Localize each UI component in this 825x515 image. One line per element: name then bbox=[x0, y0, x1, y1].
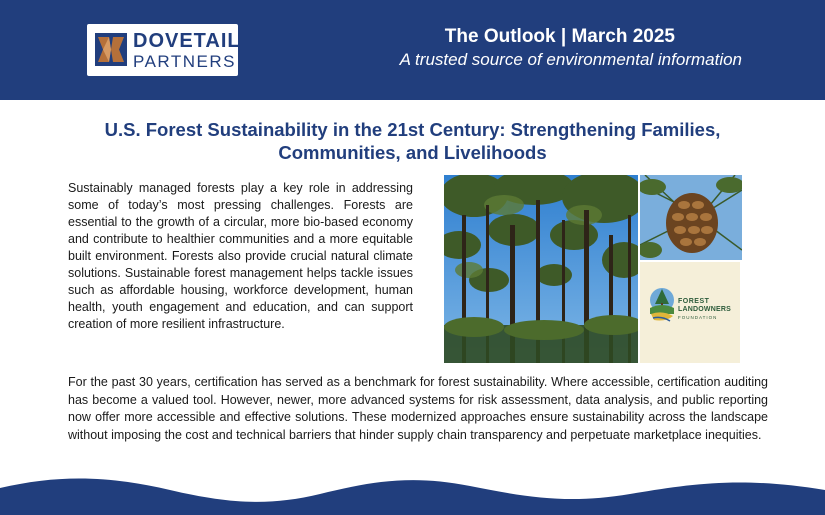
dovetail-logo-icon bbox=[95, 33, 127, 66]
article-paragraph-intro: Sustainably managed forests play a key role in addressing some of today’s most pressing challenges. Forests are essential to the growth of a circular, more bio-based economy and contribute to healthier communities and a more equitable built environment. Forests also provide crucial natural climate solutions. Sustainable forest management helps tackle issues such as affordable housing, workforce development, human health, youth engagement and education, and can support creation of more resilient infrastructure. bbox=[68, 181, 413, 331]
foundation-name-line3: FOUNDATION bbox=[678, 315, 718, 320]
newsletter-title: The Outlook | March 2025 bbox=[444, 26, 675, 47]
footer-wave bbox=[0, 468, 825, 515]
logo-wordmark-top: DOVETAIL bbox=[133, 30, 241, 52]
logo-wordmark-bottom: PARTNERS bbox=[133, 52, 237, 71]
pine-cone-photo bbox=[640, 175, 742, 260]
article-paragraph-certification: For the past 30 years, certification has served as a benchmark for forest sustainability. Where accessible, certification auditing has become a valued tool. However, newer, more advanced systems for risk assessment, data analysis, and public reporting now offer more accessible and effective solutions. These modernized approaches ensure sustainability across the landscape without imposing the cost and technical barriers that hinder supply chain transparency and perpetuate marketplace inequities. bbox=[68, 375, 768, 442]
foundation-name-line2: LANDOWNERS bbox=[678, 306, 731, 313]
article-title: U.S. Forest Sustainability in the 21st Century: Strengthening Families, Communities, and Livelihoods bbox=[104, 119, 721, 163]
newsletter-subtitle: A trusted source of environmental information bbox=[399, 50, 742, 69]
forest-landowners-emblem-icon bbox=[648, 286, 676, 326]
dovetail-partners-logo[interactable] bbox=[87, 24, 241, 76]
forest-landowners-foundation-logo bbox=[640, 262, 740, 363]
header-banner bbox=[0, 0, 825, 100]
foundation-name-line1: FOREST bbox=[678, 298, 710, 305]
pine-forest-photo bbox=[444, 175, 638, 363]
